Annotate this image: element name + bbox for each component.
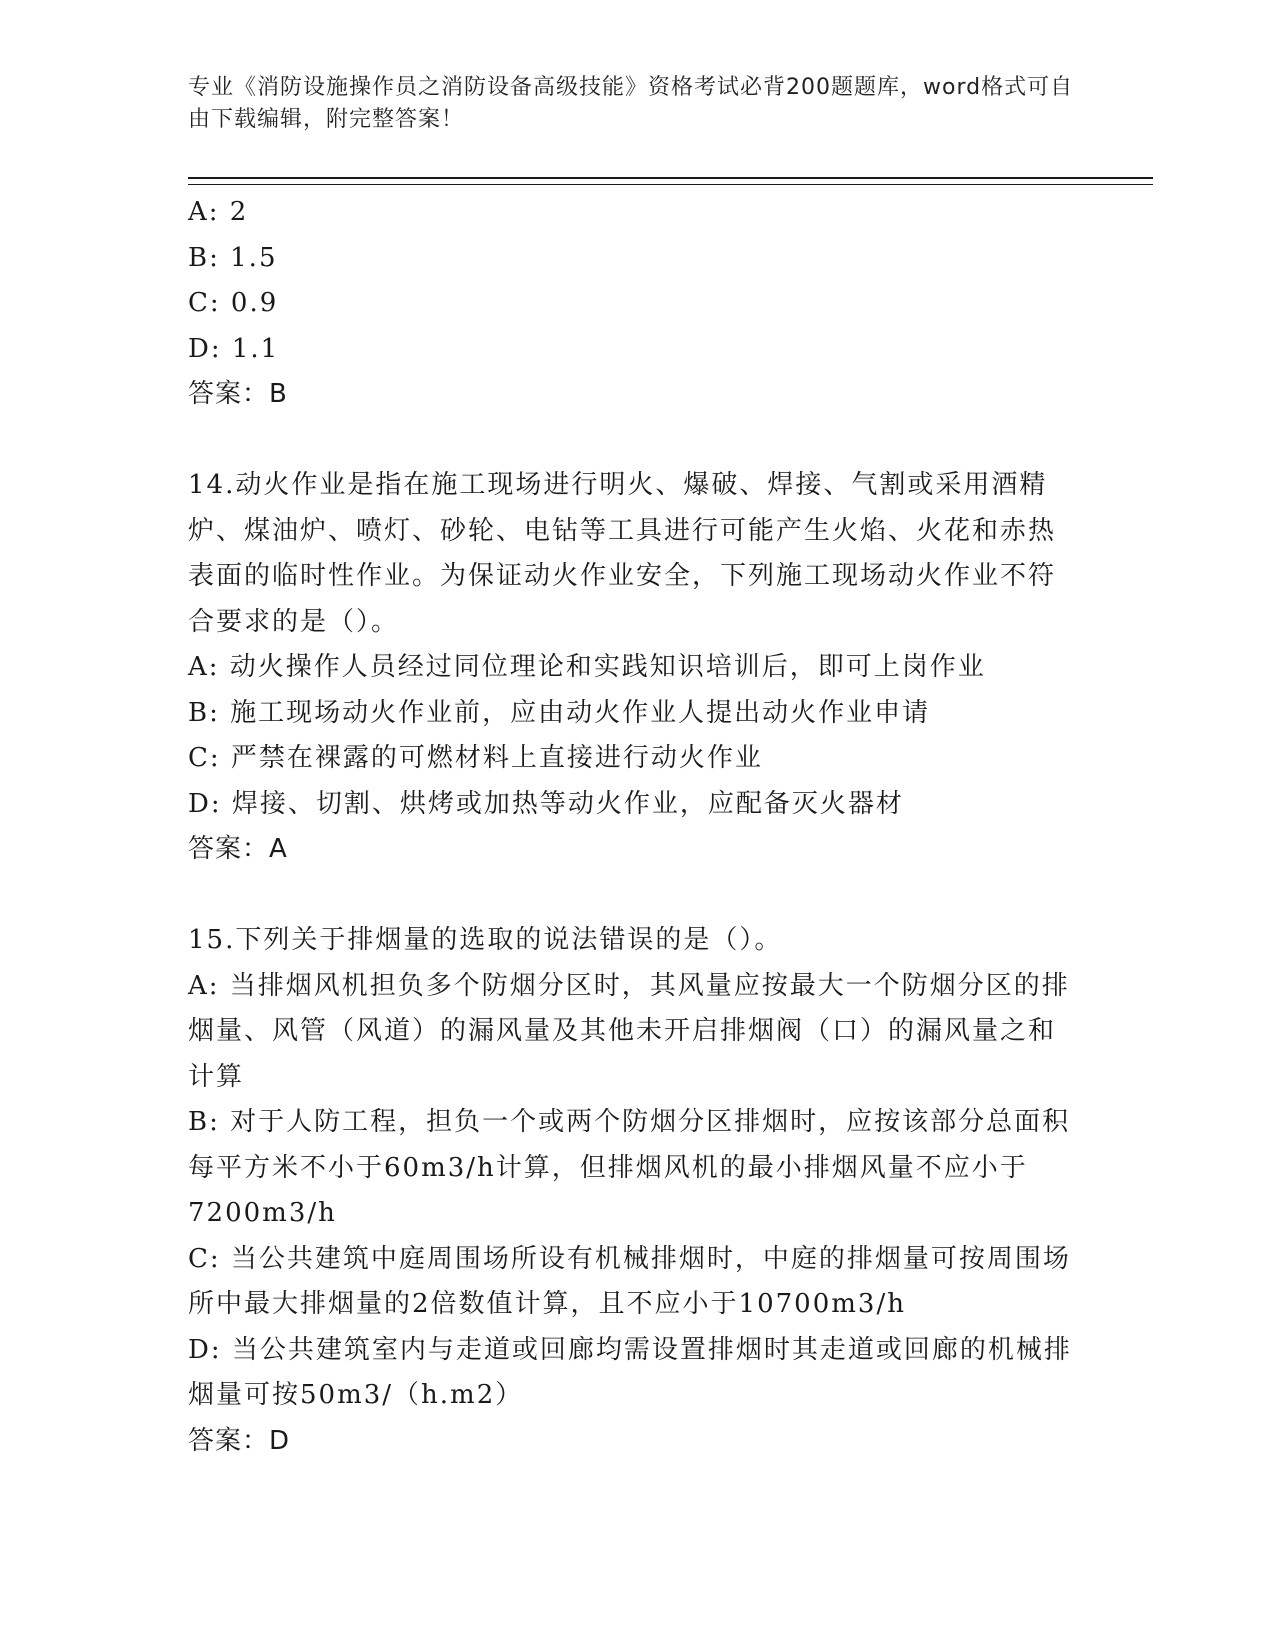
question-stem: 14.动火作业是指在施工现场进行明火、爆破、焊接、气割或采用酒精炉、煤油炉、喷灯、砂轮、电钻等工具进行可能产生火焰、火花和赤热表面的临时性作业。为保证动火作业安全，下列施工现场动火作业不符合要求的是（）。 <box>188 470 1057 637</box>
option-b: B: 对于人防工程，担负一个或两个防烟分区排烟时，应按该部分总面积每平方米不小于60m3/h计算，但排烟风机的最小排烟风量不应小于7200m3/h <box>188 1107 1071 1228</box>
header-divider <box>188 177 1153 185</box>
option-d: D: 焊接、切割、烘烤或加热等动火作业，应配备灭火器材 <box>188 788 904 819</box>
answer-14: 答案：A <box>188 834 288 864</box>
question-13-options <box>188 190 1078 372</box>
option-b: B: 施工现场动火作业前，应由动火作业人提出动火作业申请 <box>188 697 931 728</box>
answer-13: 答案：B <box>188 379 288 409</box>
document-body <box>188 190 1078 1464</box>
option-c: C: 当公共建筑中庭周围场所设有机械排烟时，中庭的排烟量可按周围场所中最大排烟量的2倍数值计算，且不应小于10700m3/h <box>188 1243 1071 1319</box>
spacer <box>188 418 1078 464</box>
option-d: D: 当公共建筑室内与走道或回廊均需设置排烟时其走道或回廊的机械排烟量可按50m3/（h.m2） <box>188 1334 1072 1410</box>
question-stem: 15.下列关于排烟量的选取的说法错误的是（）。 <box>188 925 783 955</box>
document-title: 专业《消防设施操作员之消防设备高级技能》资格考试必背200题题库，word格式可自由下载编辑，附完整答案！ <box>188 75 1074 132</box>
question-15 <box>188 918 1078 1419</box>
option-c: C: 严禁在裸露的可燃材料上直接进行动火作业 <box>188 743 763 773</box>
option-a: A: 当排烟风机担负多个防烟分区时，其风量应按最大一个防烟分区的排烟量、风管（风道）的漏风量及其他未开启排烟阀（口）的漏风量之和计算 <box>188 970 1070 1092</box>
option-b: B: 1.5 <box>188 242 278 273</box>
option-d: D: 1.1 <box>188 333 280 364</box>
question-14 <box>188 463 1078 827</box>
option-a: A: 动火操作人员经过同位理论和实践知识培训后，即可上岗作业 <box>188 652 986 682</box>
option-c: C: 0.9 <box>188 288 279 318</box>
document-header <box>188 72 1088 136</box>
spacer <box>188 873 1078 919</box>
answer-15: 答案：D <box>188 1425 291 1456</box>
option-a: A: 2 <box>188 197 249 227</box>
